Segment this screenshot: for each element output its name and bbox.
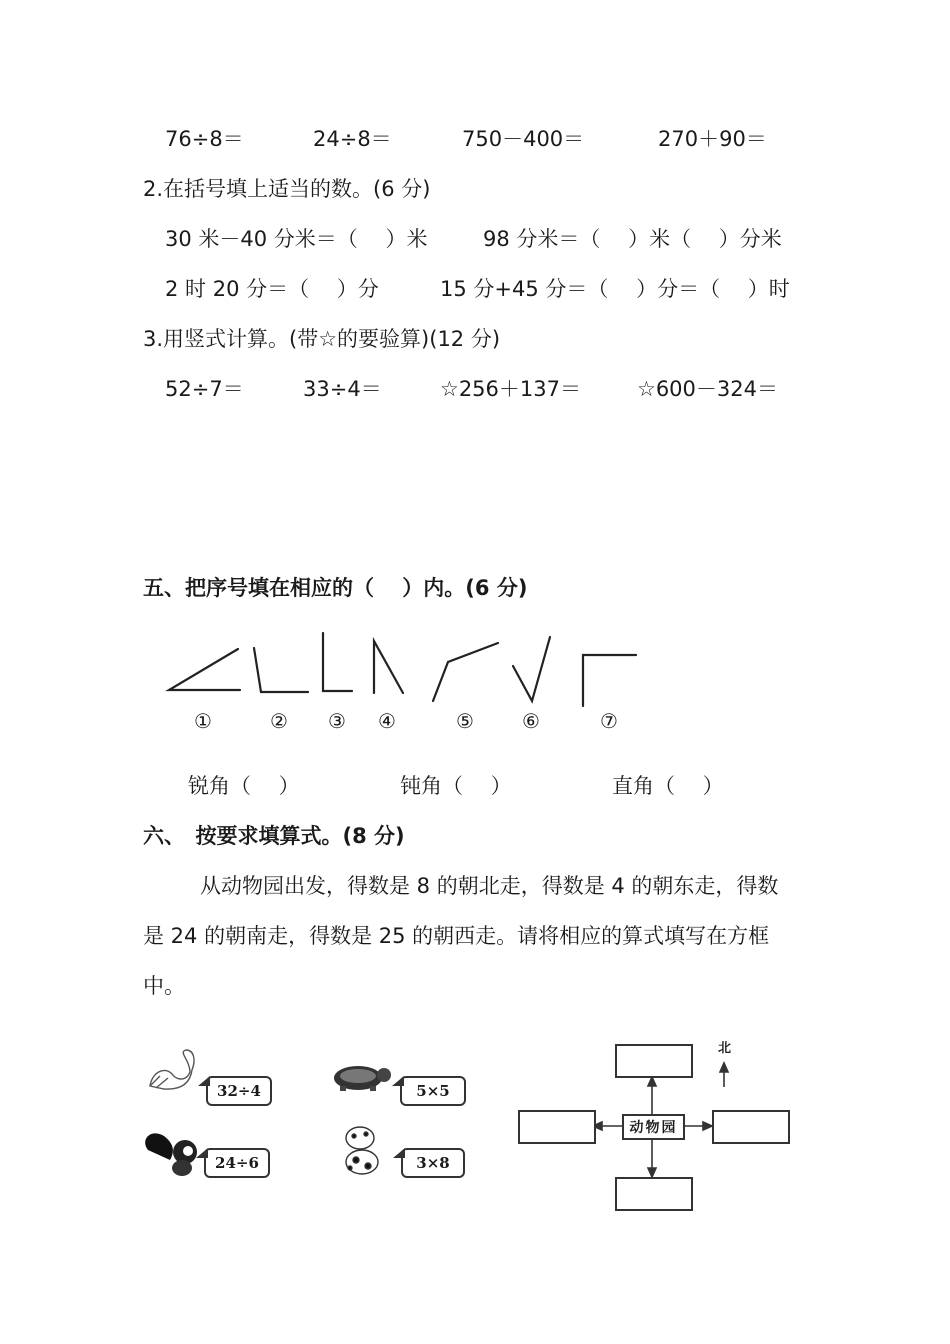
q2-row1-a: 30 米－40 分米＝（ ）米 (165, 227, 428, 251)
q2-row2-b: 15 分+45 分＝（ ）分＝（ ）时 (440, 277, 790, 301)
q3-item-1: 52÷7＝ (165, 377, 244, 401)
section6-para-1: 从动物园出发，得数是 8 的朝北走，得数是 4 的朝东走，得数 (200, 874, 779, 898)
north-label: 北 (718, 1041, 732, 1056)
turtle-expr-bubble (400, 1076, 466, 1106)
swan-expr: 32÷4 (217, 1082, 261, 1100)
angle-label-1: ① (194, 709, 212, 733)
angle-label-6: ⑥ (522, 709, 540, 733)
west-answer-box[interactable] (518, 1110, 596, 1144)
dog-expr: 3×8 (416, 1154, 450, 1172)
angle-4 (374, 641, 403, 693)
angle-label-3: ③ (328, 709, 346, 733)
q2-title: 2.在括号填上适当的数。(6 分) (143, 177, 431, 201)
turtle-expr: 5×5 (416, 1082, 450, 1100)
squirrel-expr-bubble (204, 1148, 270, 1178)
angle-2 (254, 648, 308, 692)
angle-7 (583, 655, 636, 706)
angle-6 (513, 637, 550, 701)
angle-label-7: ⑦ (600, 709, 618, 733)
section6-para-2: 是 24 的朝南走，得数是 25 的朝西走。请将相应的算式填写在方框 (143, 924, 770, 948)
q3-title: 3.用竖式计算。(带☆的要验算)(12 分) (143, 327, 501, 351)
calc-item-2: 24÷8＝ (313, 127, 392, 151)
swan-expr-bubble (206, 1076, 272, 1106)
right-answer: 直角（ ） (612, 774, 724, 798)
angle-label-2: ② (270, 709, 288, 733)
section5-title: 五、把序号填在相应的（ ）内。(6 分) (143, 576, 528, 600)
angle-5 (433, 643, 498, 701)
angle-label-4: ④ (378, 709, 396, 733)
dog-icon (346, 1127, 378, 1174)
zoo-center-label: 动物园 (622, 1114, 685, 1140)
section6-title: 六、 按要求填算式。(8 分) (143, 824, 405, 848)
swan-icon (150, 1050, 194, 1089)
squirrel-expr: 24÷6 (215, 1154, 259, 1172)
q3-item-2: 33÷4＝ (303, 377, 382, 401)
east-answer-box[interactable] (712, 1110, 790, 1144)
q3-item-3: ☆256＋137＝ (440, 377, 581, 401)
acute-answer: 锐角（ ） (188, 774, 300, 798)
calc-item-4: 270＋90＝ (658, 127, 767, 151)
q3-item-4: ☆600－324＝ (637, 377, 778, 401)
south-answer-box[interactable] (615, 1177, 693, 1211)
q2-row2-a: 2 时 20 分＝（ ）分 (165, 277, 379, 301)
squirrel-icon (145, 1133, 197, 1176)
dog-expr-bubble (401, 1148, 465, 1178)
north-answer-box[interactable] (615, 1044, 693, 1078)
q2-row1-b: 98 分米＝（ ）米（ ）分米 (483, 227, 782, 251)
section6-para-3: 中。 (143, 974, 185, 998)
obtuse-answer: 钝角（ ） (400, 774, 512, 798)
angle-3 (323, 633, 352, 691)
angle-label-5: ⑤ (456, 709, 474, 733)
angle-1 (169, 649, 240, 690)
calc-item-1: 76÷8＝ (165, 127, 244, 151)
turtle-icon (334, 1066, 391, 1091)
calc-item-3: 750－400＝ (462, 127, 585, 151)
